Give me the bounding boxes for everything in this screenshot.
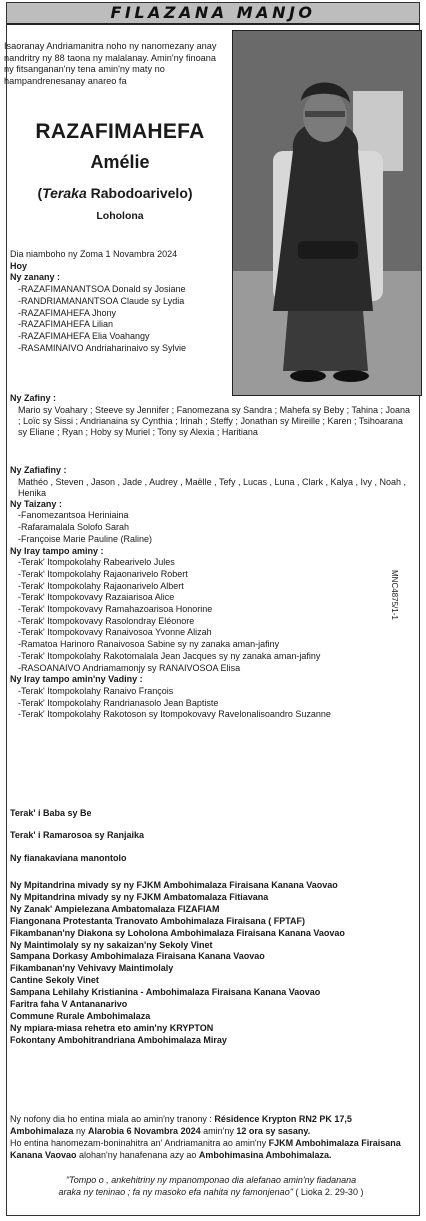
list-item: Sampana Lehilahy Kristianina - Ambohimalaza Firaisana Kanana Vaovao <box>10 987 321 998</box>
list-item: -Terak' Itompokovavy Rasolondray Eléonore <box>18 615 195 626</box>
list-item: Fikambanan'ny Vehivavy Maintimolaly <box>10 963 174 974</box>
iray-tampo-title: Ny Iray tampo aminy : <box>10 545 104 556</box>
funeral-date: Alarobia 6 Novambra 2024 <box>88 1126 201 1136</box>
zanany-title: Ny zanany : <box>10 272 61 283</box>
list-item: -Terak' Itompokovavy Razaiarisoa Alice <box>18 592 175 603</box>
list-item: -RASOANAIVO Andriamamonjy sy RANAIVOSOA Elisa <box>18 662 241 673</box>
list-item: -Françoise Marie Pauline (Raline) <box>18 533 153 544</box>
portrait-image <box>233 31 422 396</box>
list-item: Fiangonana Protestanta Tranovato Ambohimalaza Firaisana ( FPTAF) <box>10 915 306 926</box>
list-item: Ny mpiara-miasa rehetra eto amin'ny KRYPTON <box>10 1022 214 1033</box>
list-item: Fikambanan'ny Diakona sy Loholona Ambohimalaza Firaisana Kanana Vaovao <box>10 927 345 938</box>
ad-reference-code: MNC4875/1-1 <box>390 570 399 620</box>
funeral-paragraph-2 <box>10 1137 414 1161</box>
list-item: -Ramatoa Harinoro Ranaivosoa Sabine sy ny zanaka aman-jafiny <box>18 639 280 650</box>
list-item: -Rafaramalala Solofo Sarah <box>18 522 130 533</box>
iray-tampo-list <box>10 557 414 674</box>
maiden-name: Rabodoarivelo <box>90 185 188 201</box>
death-today: Hoy <box>10 260 28 271</box>
fianakaviana: Ny fianakaviana manontolo <box>10 853 127 863</box>
list-item: Commune Rurale Ambohimalaza <box>10 1010 151 1021</box>
death-date: Dia niamboho ny Zoma 1 Novambra 2024 <box>10 249 178 259</box>
zafiny-title: Ny Zafiny : <box>10 393 57 403</box>
funeral-location: Résidence Krypton RN2 PK 17,5 Ambohimalaza <box>10 1114 352 1136</box>
list-item: Ny Mpitandrina mivady sy ny FJKM Ambohimalaza Firaisana Kanana Vaovao <box>10 880 338 890</box>
portrait-photo <box>232 30 422 396</box>
list-item: -RASAMINAIVO Andriaharinaivo sy Sylvie <box>18 342 187 353</box>
intro-text: Isaoranay Andriamanitra noho ny nanomezany anay nandritry ny 88 taona ny malalanay. Amin'ny finoana ny fitsanganan'ny tena amin'ny maty no hampandrenesanay anareo fa <box>4 41 217 86</box>
list-item: -Terak' Itompokovavy Ranaivosoa Yvonne Alizah <box>18 627 212 638</box>
deceased-status: Loholona <box>96 210 144 222</box>
list-item: -Terak' Itompokolahy Rakotomalala Jean Jacques sy ny zanaka aman-jafiny <box>18 650 321 661</box>
list-item: Ny Maintimolaly sy ny sakaizan'ny Sekoly Vinet <box>10 939 213 950</box>
quote-text: araka ny teninao ; fa ny masoko efa nahita ny famonjenao" <box>58 1187 293 1197</box>
list-item: -Terak' Itompokolahy Rabearivelo Jules <box>18 557 175 568</box>
bible-quote <box>20 1174 402 1198</box>
maiden-name-line: (Teraka Rabodoarivelo) <box>37 185 193 201</box>
taizany-title: Ny Taizany : <box>10 498 62 509</box>
iray-tampo-vadiny-list <box>10 686 414 721</box>
zafiny-text: Mario sy Voahary ; Steeve sy Jennifer ; Fanomezana sy Sandra ; Mahefa sy Beby ; Tahina ; Joana ; Loïc sy Sissi ; Andrianaina sy Cynthia ; Irinah ; Steffy ; Jonathan sy Mireille ; Karen ; Tsihoarana sy Eliane ; Ryan ; Hoby sy Muriel ; Tony sy Alexia ; Haritiana <box>18 404 411 437</box>
list-item: Ny Mpitandrina mivady sy ny FJKM Ambatomalaza Fitiavana <box>10 891 269 902</box>
list-item: Ny Zanak' Ampielezana Ambatomalaza FIZAFIAM <box>10 903 220 914</box>
list-item: -Terak' Itompokolahy Rajaonarivelo Albert <box>18 580 184 591</box>
terak-ramarosoa: Terak' i Ramarosoa sy Ranjaika <box>10 830 145 840</box>
list-item: Sampana Dorkasy Ambohimalaza Firaisana Kanana Vaovao <box>10 951 265 962</box>
zafiafiny-text: Mathéo , Steven , Jason , Jade , Audrey , Maëlle , Tefy , Lucas , Luna , Clark , Kalya , Ivy , Noah , Henika <box>18 476 407 498</box>
list-item: -RAZAFIMAHEFA Jhony <box>18 307 117 318</box>
zafiny-section <box>10 393 414 438</box>
death-announcement <box>10 249 230 354</box>
list-item: -RANDRIAMANANTSOA Claude sy Lydia <box>18 295 185 306</box>
funeral-details <box>10 1113 414 1161</box>
list-item: Fokontany Ambohitrandriana Ambohimalaza Miray <box>10 1034 227 1045</box>
quote-line-1: "Tompo o , ankehitriny ny mpanomponao dia alefanao amin'ny fiadanana <box>65 1175 357 1185</box>
funeral-text: alohan'ny hanafenana azy ao <box>76 1150 199 1160</box>
list-item: -Terak' Itompokolahy Randrianasolo Jean Baptiste <box>18 697 219 708</box>
page-header: FILAZANA MANJO <box>7 3 419 25</box>
list-item: Cantine Sekoly Vinet <box>10 975 99 986</box>
list-item: Faritra faha V Antananarivo <box>10 999 128 1010</box>
funeral-paragraph-1 <box>10 1113 414 1137</box>
zafiafiny-title: Ny Zafiafiny : <box>10 465 67 475</box>
deceased-surname: RAZAFIMAHEFA <box>35 120 205 143</box>
zanany-list <box>10 284 230 354</box>
funeral-text: amin'ny <box>200 1126 237 1136</box>
funeral-text: ny <box>73 1126 89 1136</box>
funeral-time: 12 ora sy sasany. <box>236 1126 311 1136</box>
list-item: -Terak' Itompokovavy Ramahazoarisoa Honorine <box>18 604 213 615</box>
list-item: -Terak' Itompokolahy Rajaonarivelo Robert <box>18 568 188 579</box>
list-item: -RAZAFIMANANTSOA Donald sy Josiane <box>18 284 186 295</box>
iray-tampo-vadiny-title: Ny Iray tampo amin'ny Vadiny : <box>10 674 143 685</box>
quote-reference: ( Lioka 2. 29-30 ) <box>295 1187 364 1197</box>
list-item: -Terak' Itompokolahy Ranaivo François <box>18 685 174 696</box>
list-item: -Fanomezantsoa Heriniaina <box>18 510 129 521</box>
zafiafiny-section <box>10 465 414 721</box>
list-item: -RAZAFIMAHEFA Elia Voahangy <box>18 330 150 341</box>
quote-line-2 <box>20 1186 402 1198</box>
funeral-text: Ny nofony dia ho entina miala ao amin'ny tranony : <box>10 1114 215 1124</box>
funeral-text: Ho entina hanomezam-boninahitra an' Andriamanitra ao amin'ny <box>10 1138 269 1148</box>
list-item: -Terak' Itompokolahy Rakotoson sy Itompokovavy Ravelonalisoandro Suzanne <box>18 709 331 720</box>
list-item: -RAZAFIMAHEFA Lilian <box>18 319 114 330</box>
taizany-list <box>10 510 414 545</box>
deceased-given-name: Amélie <box>90 152 150 172</box>
funeral-church: FJKM Ambohimalaza Firaisana Kanana Vaovao <box>10 1138 401 1160</box>
funeral-burial-place: Ambohimasina Ambohimalaza. <box>198 1150 332 1160</box>
organizations-list <box>10 880 414 1047</box>
teraka-label: Teraka <box>42 185 87 201</box>
terak-baba: Terak' i Baba sy Be <box>10 808 92 818</box>
